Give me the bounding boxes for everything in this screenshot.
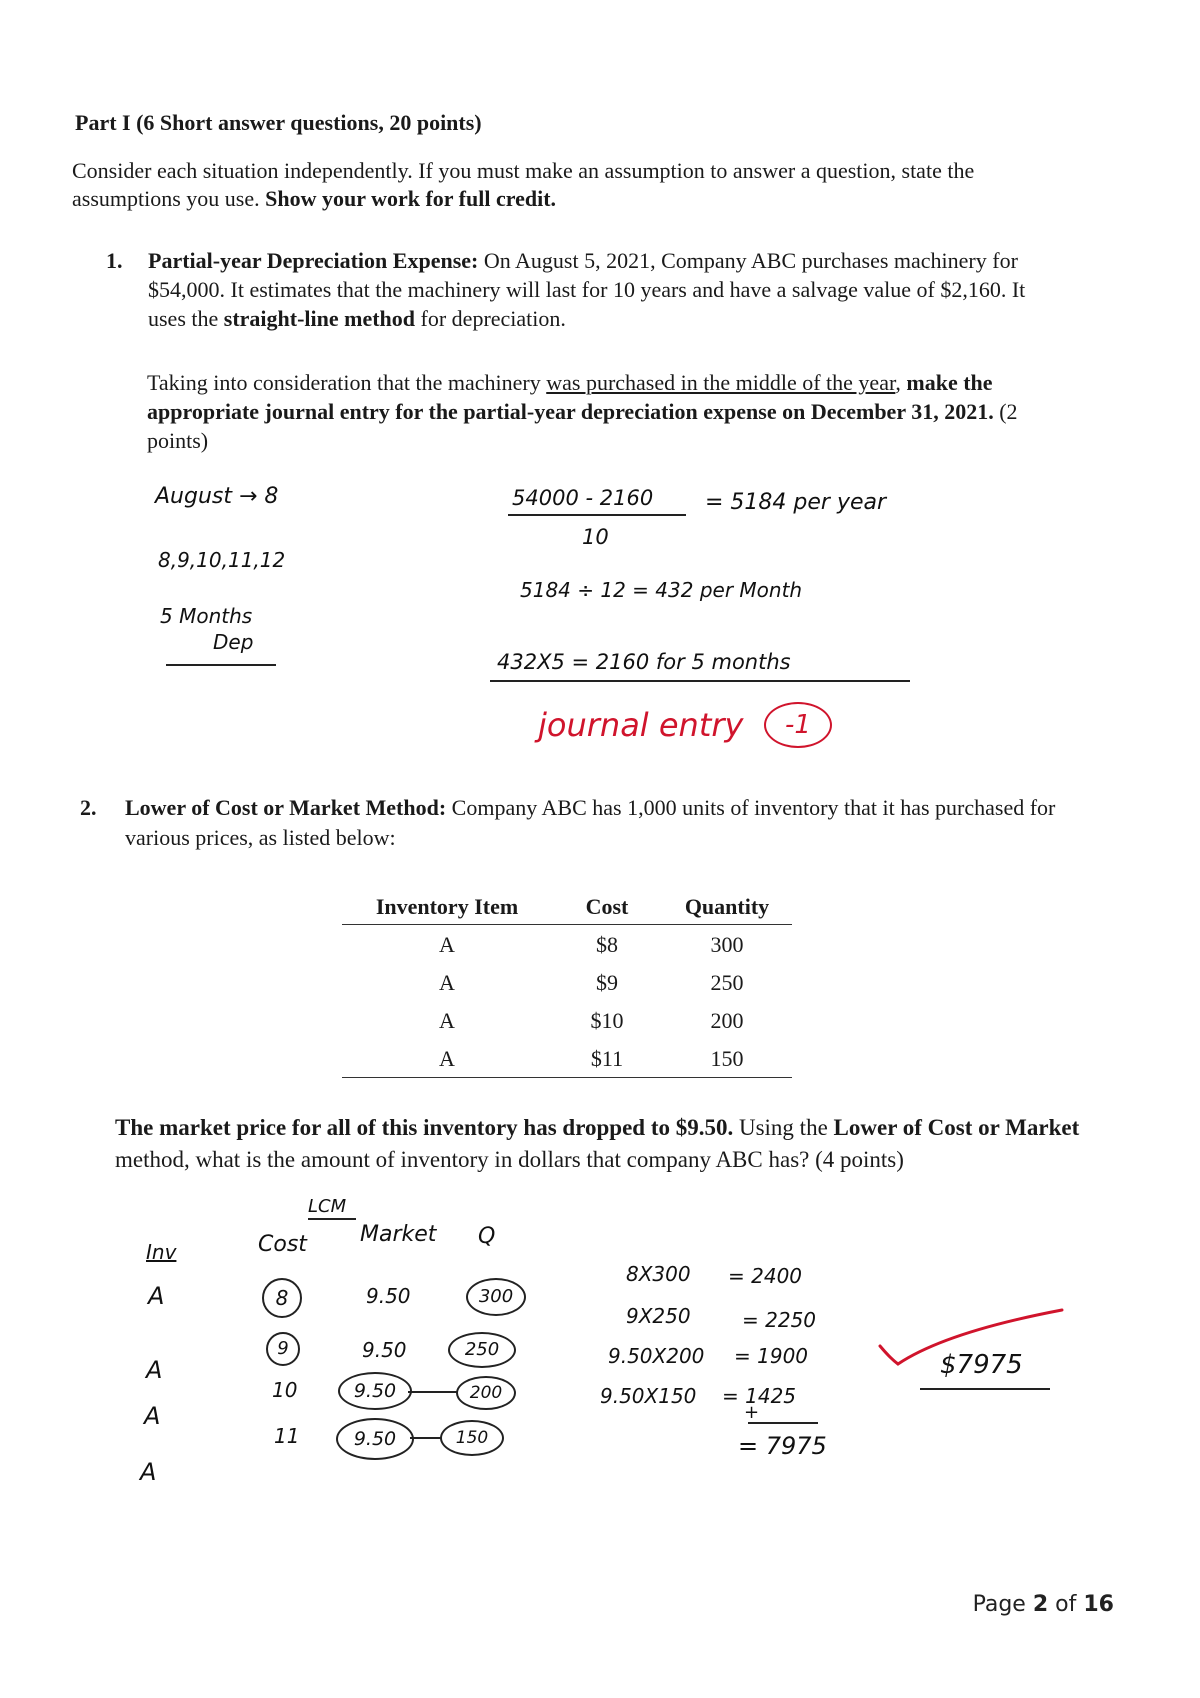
grader-deduction: -1 [764, 702, 832, 748]
hw-market-4: 9.50 [336, 1418, 414, 1460]
hw-calc-expr-2: 9X250 [626, 1304, 691, 1328]
cell-item: A [342, 1039, 552, 1078]
question-text-bold: straight-line method [223, 306, 416, 331]
hw-header-market: Market [360, 1222, 437, 1247]
hw-cost-3: 10 [272, 1378, 298, 1402]
hw-calc-expr-1: 8X300 [626, 1262, 691, 1286]
table-row [342, 1039, 792, 1078]
hw-underline-2 [490, 680, 910, 682]
page-label: Page [972, 1592, 1026, 1617]
hw-calc-result-3: = 1900 [734, 1344, 809, 1368]
hw-lcm-label: LCM [308, 1196, 347, 1217]
hw-cost-4: 11 [274, 1424, 300, 1448]
prompt-bold-b: Lower of Cost or Market [833, 1115, 1080, 1140]
question-2-text [125, 793, 1085, 853]
hw-connector-1 [408, 1391, 458, 1393]
page-total: 16 [1083, 1592, 1114, 1617]
hw-q-3: 200 [456, 1376, 516, 1410]
hw-total: = 7975 [738, 1432, 827, 1460]
question-number: 2. [80, 795, 97, 820]
prompt-text-b: , [895, 370, 901, 395]
header-cost: Cost [552, 892, 662, 925]
table-header-row [342, 892, 792, 925]
prompt-bold: make the appropriate journal entry for the partial-year depreciation expense on December 31, 2021. [147, 370, 994, 424]
part-title: Part I (6 Short answer questions, 20 points) [75, 110, 482, 135]
question-1-prompt [147, 368, 1067, 455]
page-current: 2 [1032, 1592, 1049, 1617]
cell-cost: $11 [552, 1039, 662, 1078]
hw-final-underline [920, 1388, 1050, 1390]
page-of: of [1055, 1592, 1077, 1617]
question-2-prompt [115, 1112, 1090, 1176]
hw-cost-2: 9 [266, 1332, 300, 1366]
instructions-text: Consider each situation independently. If you must make an assumption to answer a question, state the assumptions you use. [72, 158, 975, 211]
page-number [973, 1592, 1114, 1617]
hw-header-inv: Inv [146, 1240, 177, 1264]
inventory-table [342, 892, 792, 1078]
grader-note: journal entry [538, 706, 744, 744]
prompt-points: (2 points) [147, 399, 1018, 453]
hw-cost-1: 8 [262, 1278, 302, 1318]
hw-header-cost: Cost [258, 1232, 307, 1257]
hw-months-list: 8,9,10,11,12 [158, 548, 286, 572]
instructions [72, 157, 1072, 213]
question-text-a: On August 5, 2021, Company ABC purchases machinery for $54,000. It estimates that the machinery will last for 10 years and have a salvage value of $2,160. It uses the [148, 248, 1026, 331]
instructions-bold: Show your work for full credit. [265, 186, 557, 211]
cell-quantity: 200 [710, 1008, 744, 1033]
cell-quantity: 250 [710, 970, 744, 995]
hw-market-2: 9.50 [362, 1338, 407, 1362]
hw-connector-2 [410, 1437, 442, 1439]
hw-header-q: Q [478, 1224, 496, 1249]
question-text-b: for depreciation. [420, 306, 566, 331]
prompt-points: (4 points) [815, 1147, 904, 1172]
hw-inv-3: A [144, 1402, 161, 1430]
hw-inv-2: A [146, 1356, 163, 1384]
hw-dep-label: Dep [213, 630, 254, 654]
header-inventory-item: Inventory Item [342, 892, 552, 925]
hw-inv-1: A [148, 1282, 165, 1310]
prompt-bold-a: The market price for all of this inventory has dropped to $9.50. [115, 1115, 734, 1140]
hw-underline [166, 664, 276, 666]
hw-lcm-underline [308, 1218, 356, 1220]
hw-months-label: 5 Months [160, 604, 253, 628]
hw-numerator: 54000 - 2160 [512, 486, 654, 510]
question-title: Partial-year Depreciation Expense: [148, 248, 479, 273]
hw-final-answer: $7975 [940, 1350, 1023, 1380]
hw-plus-sign: + [744, 1402, 760, 1423]
hw-five-months: 432X5 = 2160 for 5 months [497, 650, 791, 674]
cell-cost: $8 [596, 932, 618, 957]
hw-per-month: 5184 ÷ 12 = 432 per Month [520, 578, 803, 602]
hw-calc-result-2: = 2250 [742, 1308, 817, 1332]
table-row [342, 963, 792, 1001]
hw-calc-expr-3: 9.50X200 [608, 1344, 705, 1368]
hw-q-4: 150 [440, 1420, 504, 1456]
cell-item: A [439, 1008, 455, 1033]
question-1-text [148, 246, 1068, 333]
hw-calc-result-1: = 2400 [728, 1264, 803, 1288]
hw-q-1: 300 [466, 1278, 526, 1316]
hw-august: August → 8 [155, 484, 279, 509]
prompt-text-a: Taking into consideration that the machinery [147, 370, 541, 395]
hw-inv-4: A [140, 1458, 157, 1486]
hw-market-3: 9.50 [338, 1372, 412, 1410]
cell-item: A [439, 970, 455, 995]
hw-per-year: = 5184 per year [705, 490, 887, 515]
cell-quantity: 150 [662, 1039, 792, 1078]
hw-sum-line [748, 1422, 818, 1424]
question-number: 1. [106, 248, 123, 273]
table-row [342, 925, 792, 964]
hw-denominator: 10 [582, 525, 609, 549]
hw-calc-result-4: = 1425 [722, 1384, 797, 1408]
table-row [342, 1001, 792, 1039]
cell-cost: $9 [596, 970, 618, 995]
prompt-text-a: Using the [738, 1115, 828, 1140]
cell-item: A [439, 932, 455, 957]
question-text: Company ABC has 1,000 units of inventory that it has purchased for various prices, as listed below: [125, 795, 1056, 850]
cell-cost: $10 [590, 1008, 624, 1033]
prompt-underlined: was purchased in the middle of the year [546, 370, 896, 395]
hw-calc-expr-4: 9.50X150 [600, 1384, 697, 1408]
prompt-text-b: method, what is the amount of inventory in dollars that company ABC has? [115, 1147, 810, 1172]
question-title: Lower of Cost or Market Method: [125, 795, 447, 820]
header-quantity: Quantity [662, 892, 792, 925]
hw-fraction-bar [508, 514, 686, 516]
hw-market-1: 9.50 [366, 1284, 411, 1308]
hw-q-2: 250 [448, 1332, 516, 1368]
cell-quantity: 300 [710, 932, 744, 957]
